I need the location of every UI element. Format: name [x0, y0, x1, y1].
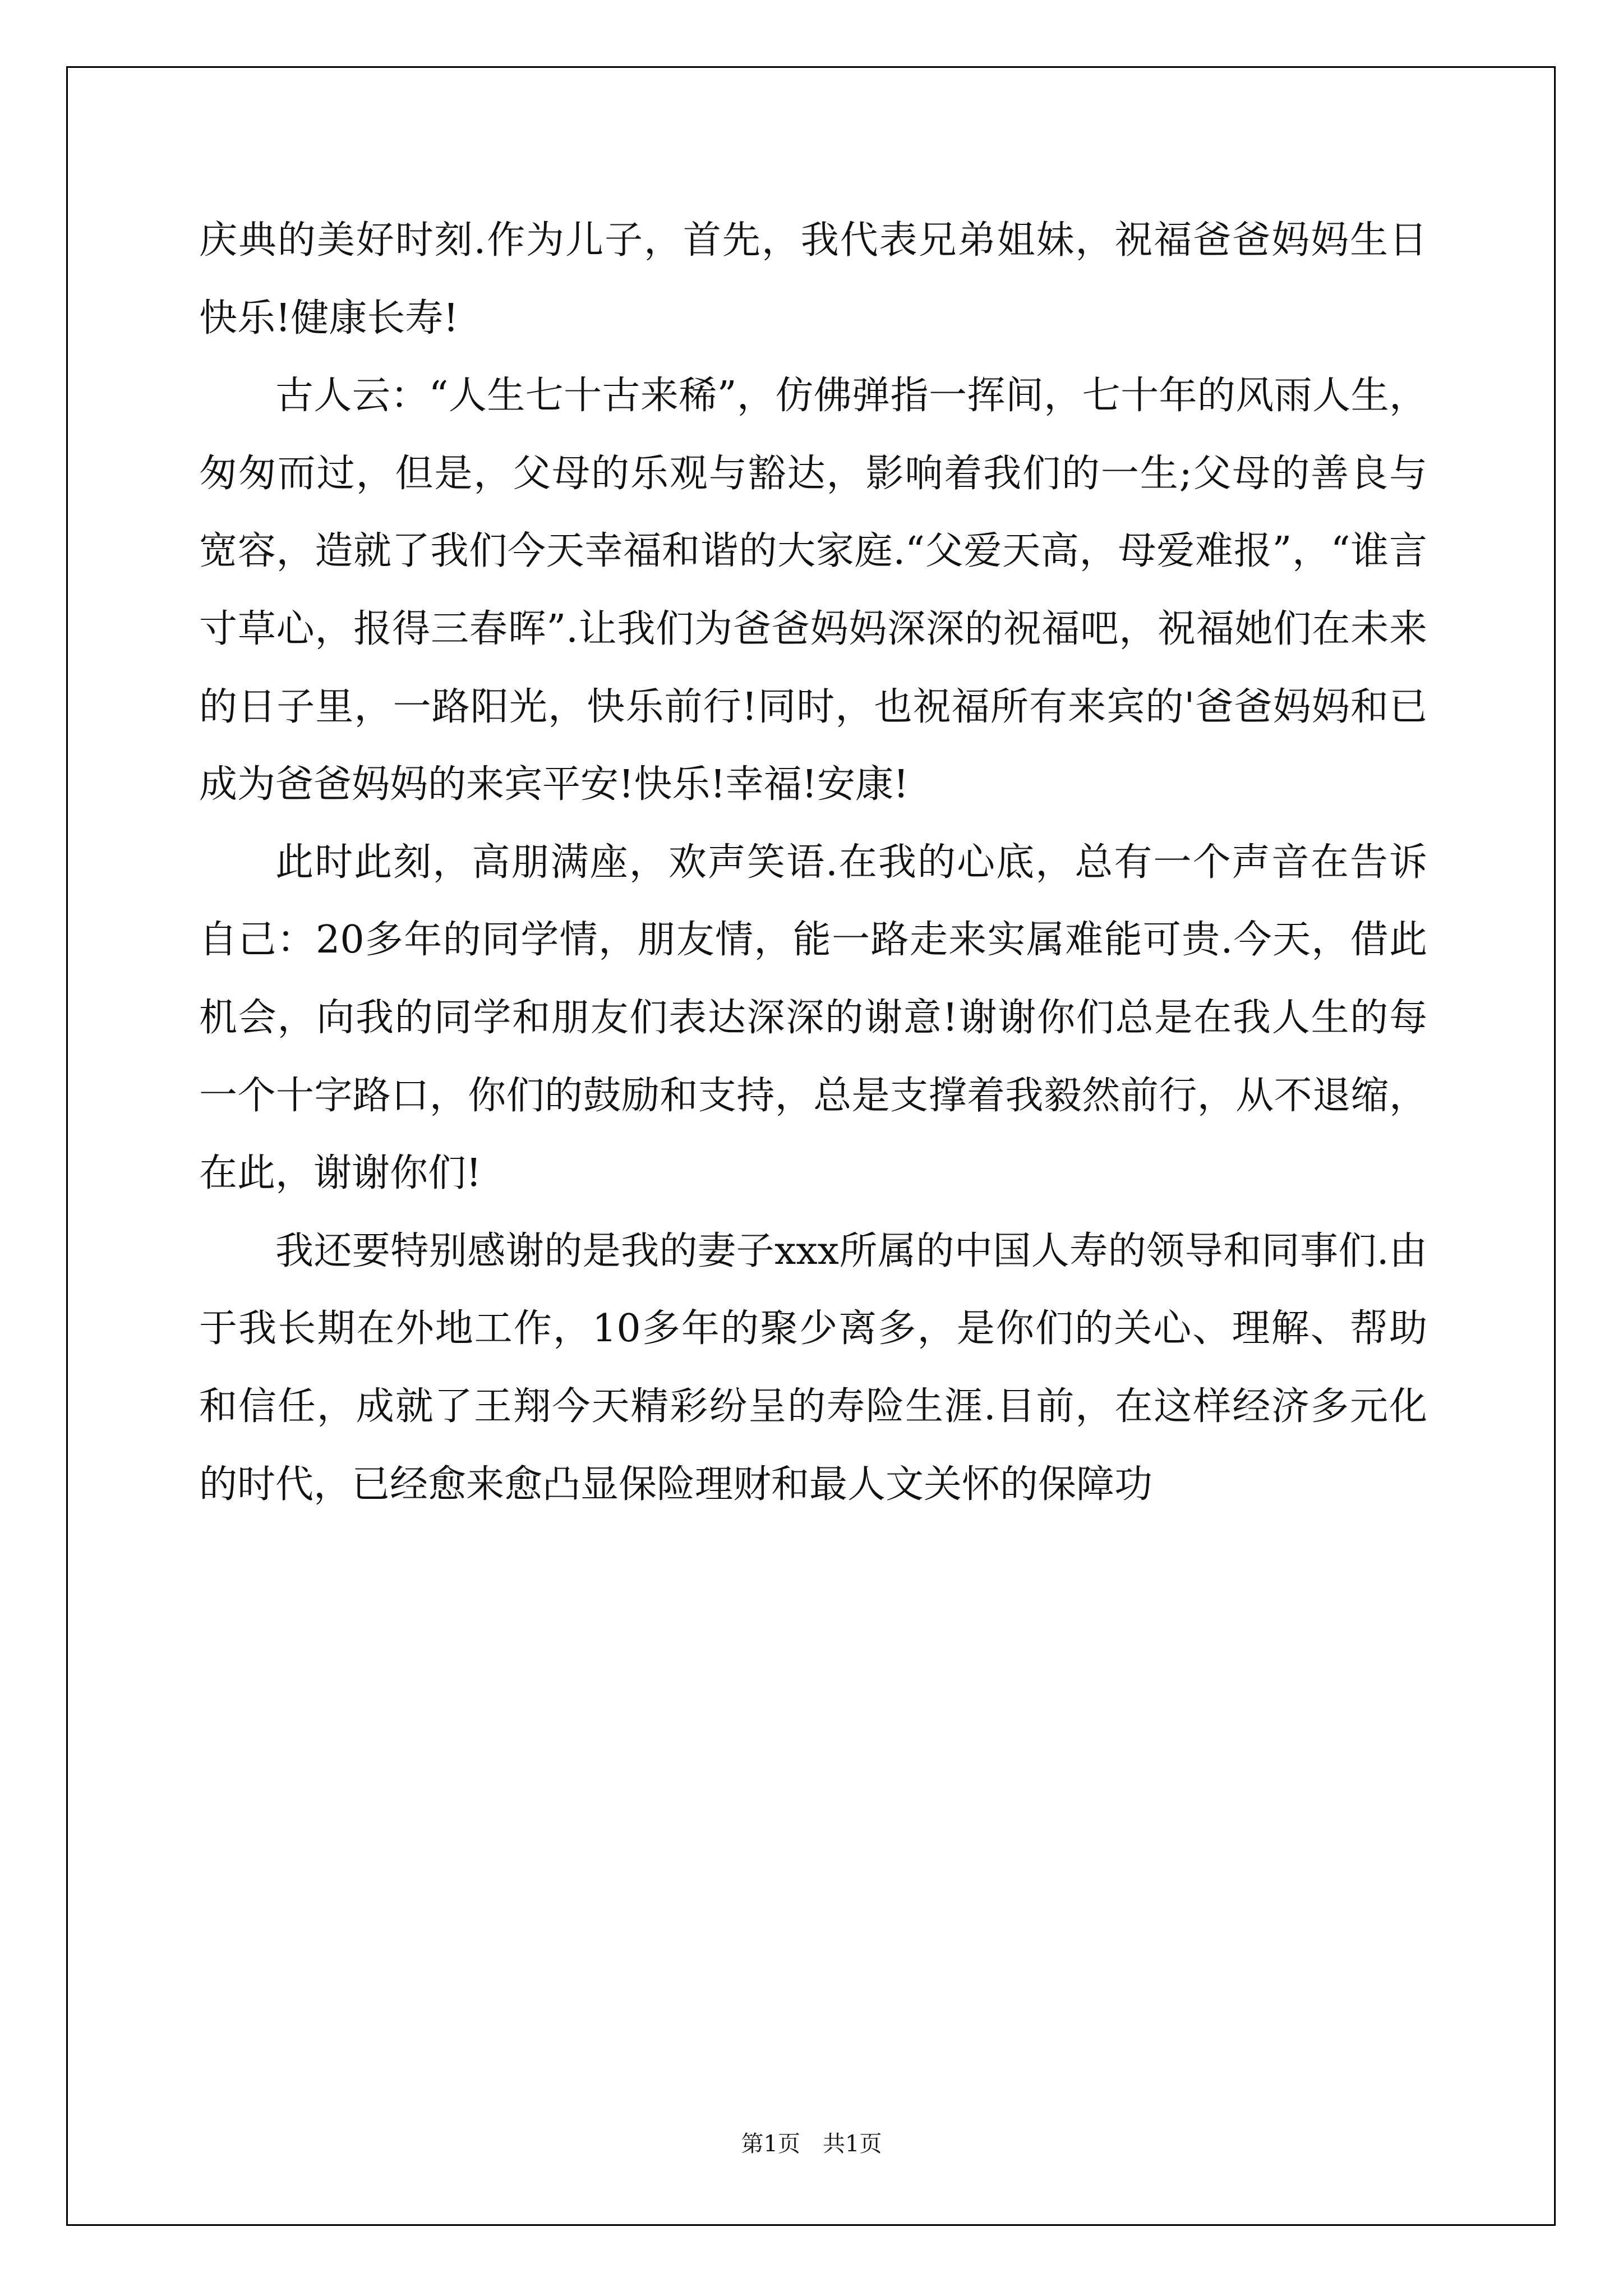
- page-footer: 第1页 共1页: [741, 2131, 882, 2157]
- paragraph-3: 此时此刻，高朋满座，欢声笑语.在我的心底，总有一个声音在告诉自己：20多年的同学情，朋友情，能一路走来实属难能可贵.今天，借此机会，向我的同学和朋友们表达深深的谢意!谢谢你们总是在我人生的每一个十字路口，你们的鼓励和支持，总是支撑着我毅然前行，从不退缩，在此，谢谢你们!: [199, 840, 1427, 1196]
- paragraph-4: 我还要特别感谢的是我的妻子xxx所属的中国人寿的领导和同事们.由于我长期在外地工作，10多年的聚少离多，是你们的关心、理解、帮助和信任，成就了王翔今天精彩纷呈的寿险生涯.目前，在这样经济多元化的时代，已经愈来愈凸显保险理财和最人文关怀的保障功: [199, 1228, 1427, 1507]
- paragraph-1: 庆典的美好时刻.作为儿子，首先，我代表兄弟姐妹，祝福爸爸妈妈生日快乐!健康长寿!: [199, 218, 1427, 341]
- document-body: [199, 202, 1427, 1524]
- paragraph-2: 古人云：“人生七十古来稀”，仿佛弹指一挥间，七十年的风雨人生，匆匆而过，但是，父母的乐观与豁达，影响着我们的一生;父母的善良与宽容，造就了我们今天幸福和谐的大家庭.“父爱天高，母爱难报”，“谁言寸草心，报得三春晖”.让我们为爸爸妈妈深深的祝福吧，祝福她们在未来的日子里，一路阳光，快乐前行!同时，也祝福所有来宾的'爸爸妈妈和已成为爸爸妈妈的来宾平安!快乐!幸福!安康!: [199, 374, 1427, 807]
